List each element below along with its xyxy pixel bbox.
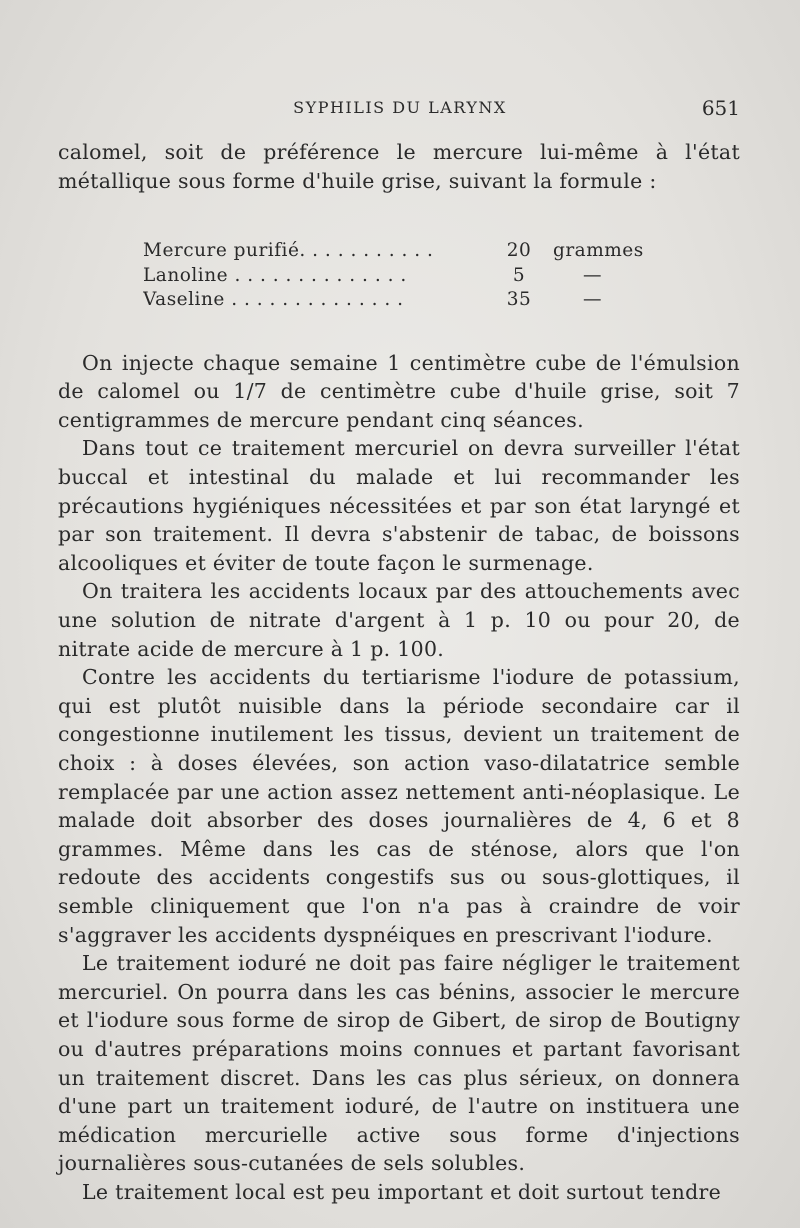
ingredient-quantity: 5 [512,264,526,286]
body-text [58,138,740,1207]
running-header [60,96,740,124]
ingredient-unit: — [583,289,602,311]
ingredient-name: Mercure purifié. . . . . . . . . . . [143,240,434,262]
ingredient-quantity: 35 [506,289,532,311]
formula-row [143,239,740,264]
paragraph: Le traitement local est peu important et doit surtout tendre [82,1179,722,1204]
paragraph: On traitera les accidents locaux par des attouchements avec une solution de nitrate d'argent à 1 p. 10 ou pour 20, de nitrate acide de mercure à 1 p. 100. [58,579,740,661]
ingredient-name: Lanoline . . . . . . . . . . . . . . [143,264,407,286]
paragraph: Le traitement ioduré ne doit pas faire négliger le traitement mercuriel. On pourra dans les cas bénins, associer le mercure et l'iodure sous forme de sirop de Gibert, de sirop de Boutigny ou d'autres préparations moins connues et partant favorisant un traitement discret. Dans les cas plus sérieux, on donnera d'une part un traitement ioduré, de l'autre on instituera une médication mercurielle active sous forme d'injections journalières sous-cutanées de sels solubles. [58,951,740,1176]
ingredient-quantity: 20 [506,240,532,262]
running-title: SYPHILIS DU LARYNX [293,98,507,117]
formula-row [143,264,740,289]
ingredient-unit: — [583,264,602,286]
page-number: 651 [701,96,740,120]
paragraph: On injecte chaque semaine 1 centimètre cube de l'émulsion de calomel ou 1/7 de centimètre cube d'huile grise, soit 7 centigrammes de mercure pendant cinq séances. [58,350,740,432]
paragraph: calomel, soit de préférence le mercure lui-même à l'état métallique sous forme d'huile grise, suivant la formule : [58,140,740,193]
formula-row [143,288,740,313]
paragraph: Dans tout ce traitement mercuriel on devra surveiller l'état buccal et intestinal du malade et lui recommander les précautions hygiéniques nécessitées et par son état laryngé et par son traitement. Il devra s'abstenir de tabac, de boissons alcooliques et éviter de toute façon le surmenage. [58,436,740,575]
formula-table [143,239,740,313]
ingredient-unit: grammes [553,240,644,262]
paragraph: Contre les accidents du tertiarisme l'iodure de potassium, qui est plutôt nuisible dans la période secondaire car il congestionne inutilement les tissus, devient un traitement de choix : à doses élevées, son action vaso-dilatatrice semble remplacée par une action assez nettement anti-néoplasique. Le malade doit absorber des doses journalières de 4, 6 et 8 grammes. Même dans les cas de sténose, alors que l'on redoute des accidents congestifs sus ou sous-glottiques, il semble cliniquement que l'on n'a pas à craindre de voir s'aggraver les accidents dyspnéiques en prescrivant l'iodure. [58,665,740,947]
ingredient-name: Vaseline . . . . . . . . . . . . . . [143,289,404,311]
